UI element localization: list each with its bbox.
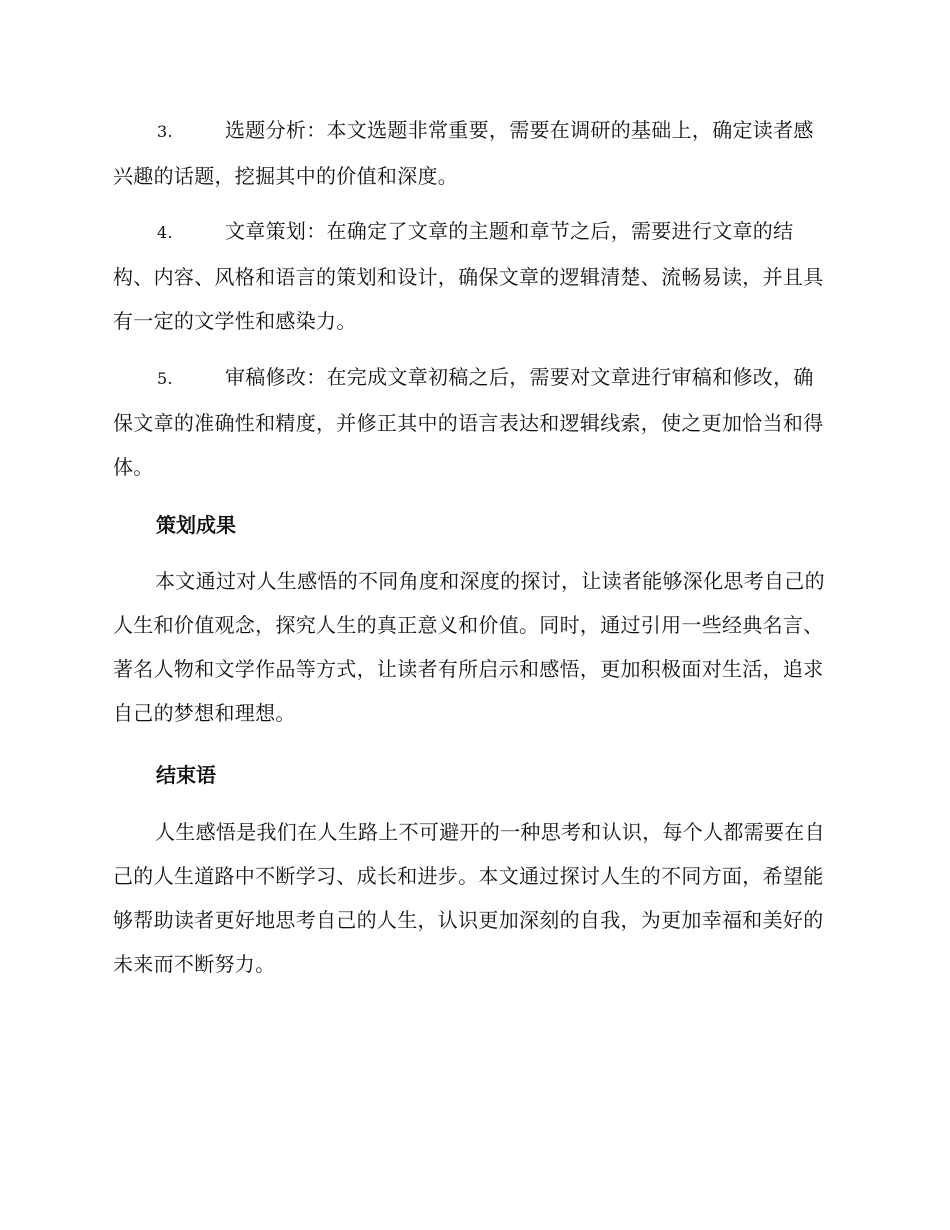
list-item-number: 5. (157, 369, 173, 388)
list-item-text: 选题分析：本文选题非常重要，需要在调研的基础上，确定读者感兴趣的话题，挖掘其中的价值和深度。 (113, 118, 814, 188)
list-item-text: 文章策划：在确定了文章的主题和章节之后，需要进行文章的结构、内容、风格和语言的策划和设计，确保文章的逻辑清楚、流畅易读，并且具有一定的文学性和感染力。 (113, 219, 824, 333)
section-body-conclusion: 人生感悟是我们在人生路上不可避开的一种思考和认识，每个人都需要在自己的人生道路中不断学习、成长和进步。本文通过探讨人生的不同方面，希望能够帮助读者更好地思考自己的人生，认识更加深刻的自我，为更加幸福和美好的未来而不断努力。 (113, 820, 825, 976)
list-item-3 (113, 108, 833, 198)
section-heading-results: 策划成果 (156, 513, 236, 537)
list-item-text: 审稿修改：在完成文章初稿之后，需要对文章进行审稿和修改，确保文章的准确性和精度，并修正其中的语言表达和逻辑线索，使之更加恰当和得体。 (113, 365, 824, 479)
section-body-results: 本文通过对人生感悟的不同角度和深度的探讨，让读者能够深化思考自己的人生和价值观念，探究人生的真正意义和价值。同时，通过引用一些经典名言、著名人物和文学作品等方式，让读者有所启示和感悟，更加积极面对生活，追求自己的梦想和理想。 (113, 569, 825, 725)
list-item-number: 3. (157, 122, 173, 141)
list-item-number: 4. (157, 223, 173, 242)
list-item-5 (113, 355, 833, 489)
list-item-4 (113, 209, 833, 343)
section-heading-conclusion: 结束语 (156, 763, 216, 787)
